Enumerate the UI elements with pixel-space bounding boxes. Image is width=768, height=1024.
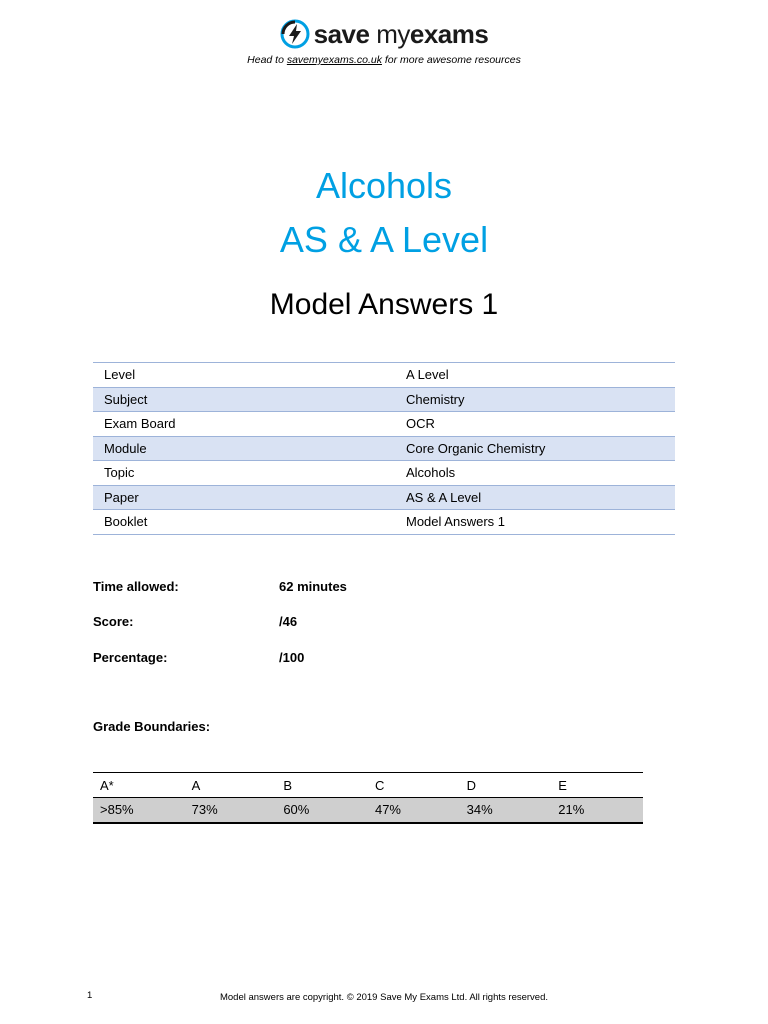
page-header — [0, 18, 768, 66]
info-label: Paper — [104, 489, 139, 505]
logo-word-exams: exams — [409, 19, 489, 49]
info-row — [93, 461, 675, 486]
info-label: Level — [104, 367, 136, 383]
header-tagline: Head to savemyexams.co.uk for more awesome resources — [247, 54, 521, 66]
grade-cell: A* — [100, 777, 114, 793]
logo-word-my: my — [376, 19, 410, 49]
info-value: Model Answers 1 — [406, 514, 505, 530]
info-value: Core Organic Chemistry — [406, 440, 546, 456]
info-row — [93, 510, 675, 535]
info-value: Chemistry — [406, 391, 465, 407]
grade-cell: C — [374, 777, 385, 793]
percentage-value: /100 — [279, 650, 305, 665]
grade-cell: B — [283, 777, 292, 793]
grade-row — [93, 773, 643, 798]
score-label: Score: — [93, 614, 134, 629]
info-row — [93, 387, 675, 412]
document-level: AS & A Level — [279, 219, 489, 260]
score — [93, 614, 298, 629]
grade-boundary-cell: 47% — [374, 802, 401, 818]
grade-boundaries-table — [93, 772, 643, 824]
info-label: Booklet — [104, 514, 148, 530]
info-label: Subject — [104, 391, 148, 407]
logo-word-save: save — [313, 19, 370, 49]
grade-cell: D — [466, 777, 477, 793]
grade-boundary-cell: 34% — [466, 802, 493, 818]
info-row — [93, 363, 675, 388]
info-table — [93, 362, 675, 535]
grade-boundary-cell: 21% — [558, 802, 585, 818]
time-allowed-value: 62 minutes — [279, 579, 347, 594]
save-my-exams-logo[interactable] — [280, 18, 489, 50]
info-label: Topic — [104, 465, 135, 481]
document-title: Alcohols — [315, 165, 453, 206]
grade-cell: A — [191, 777, 201, 793]
info-row — [93, 412, 675, 437]
grade-boundary-cell: >85% — [100, 802, 134, 818]
grade-boundary-cell: 73% — [191, 802, 218, 818]
grade-boundary-cell: 60% — [283, 802, 310, 818]
info-value: A Level — [406, 367, 449, 383]
website-link[interactable]: savemyexams.co.uk — [286, 54, 382, 66]
lightning-bolt-icon — [280, 19, 310, 49]
info-value: OCR — [406, 416, 435, 432]
page-number: 1 — [87, 990, 93, 1001]
score-value: /46 — [279, 614, 298, 629]
time-allowed-label: Time allowed: — [93, 579, 179, 594]
percentage — [93, 650, 305, 665]
grade-cell: E — [558, 777, 567, 793]
copyright-notice: Model answers are copyright. © 2019 Save My Exams Ltd. All rights reserved. — [219, 992, 549, 1003]
info-label: Exam Board — [104, 416, 176, 432]
info-value: Alcohols — [406, 465, 456, 481]
document-subtitle: Model Answers 1 — [269, 288, 499, 321]
time-allowed — [93, 579, 347, 594]
info-row — [93, 485, 675, 510]
grade-value-row — [93, 798, 643, 823]
grade-boundaries-label: Grade Boundaries: — [93, 719, 211, 734]
percentage-label: Percentage: — [93, 650, 168, 665]
info-label: Module — [104, 440, 147, 456]
info-value: AS & A Level — [406, 489, 482, 505]
info-row — [93, 436, 675, 461]
